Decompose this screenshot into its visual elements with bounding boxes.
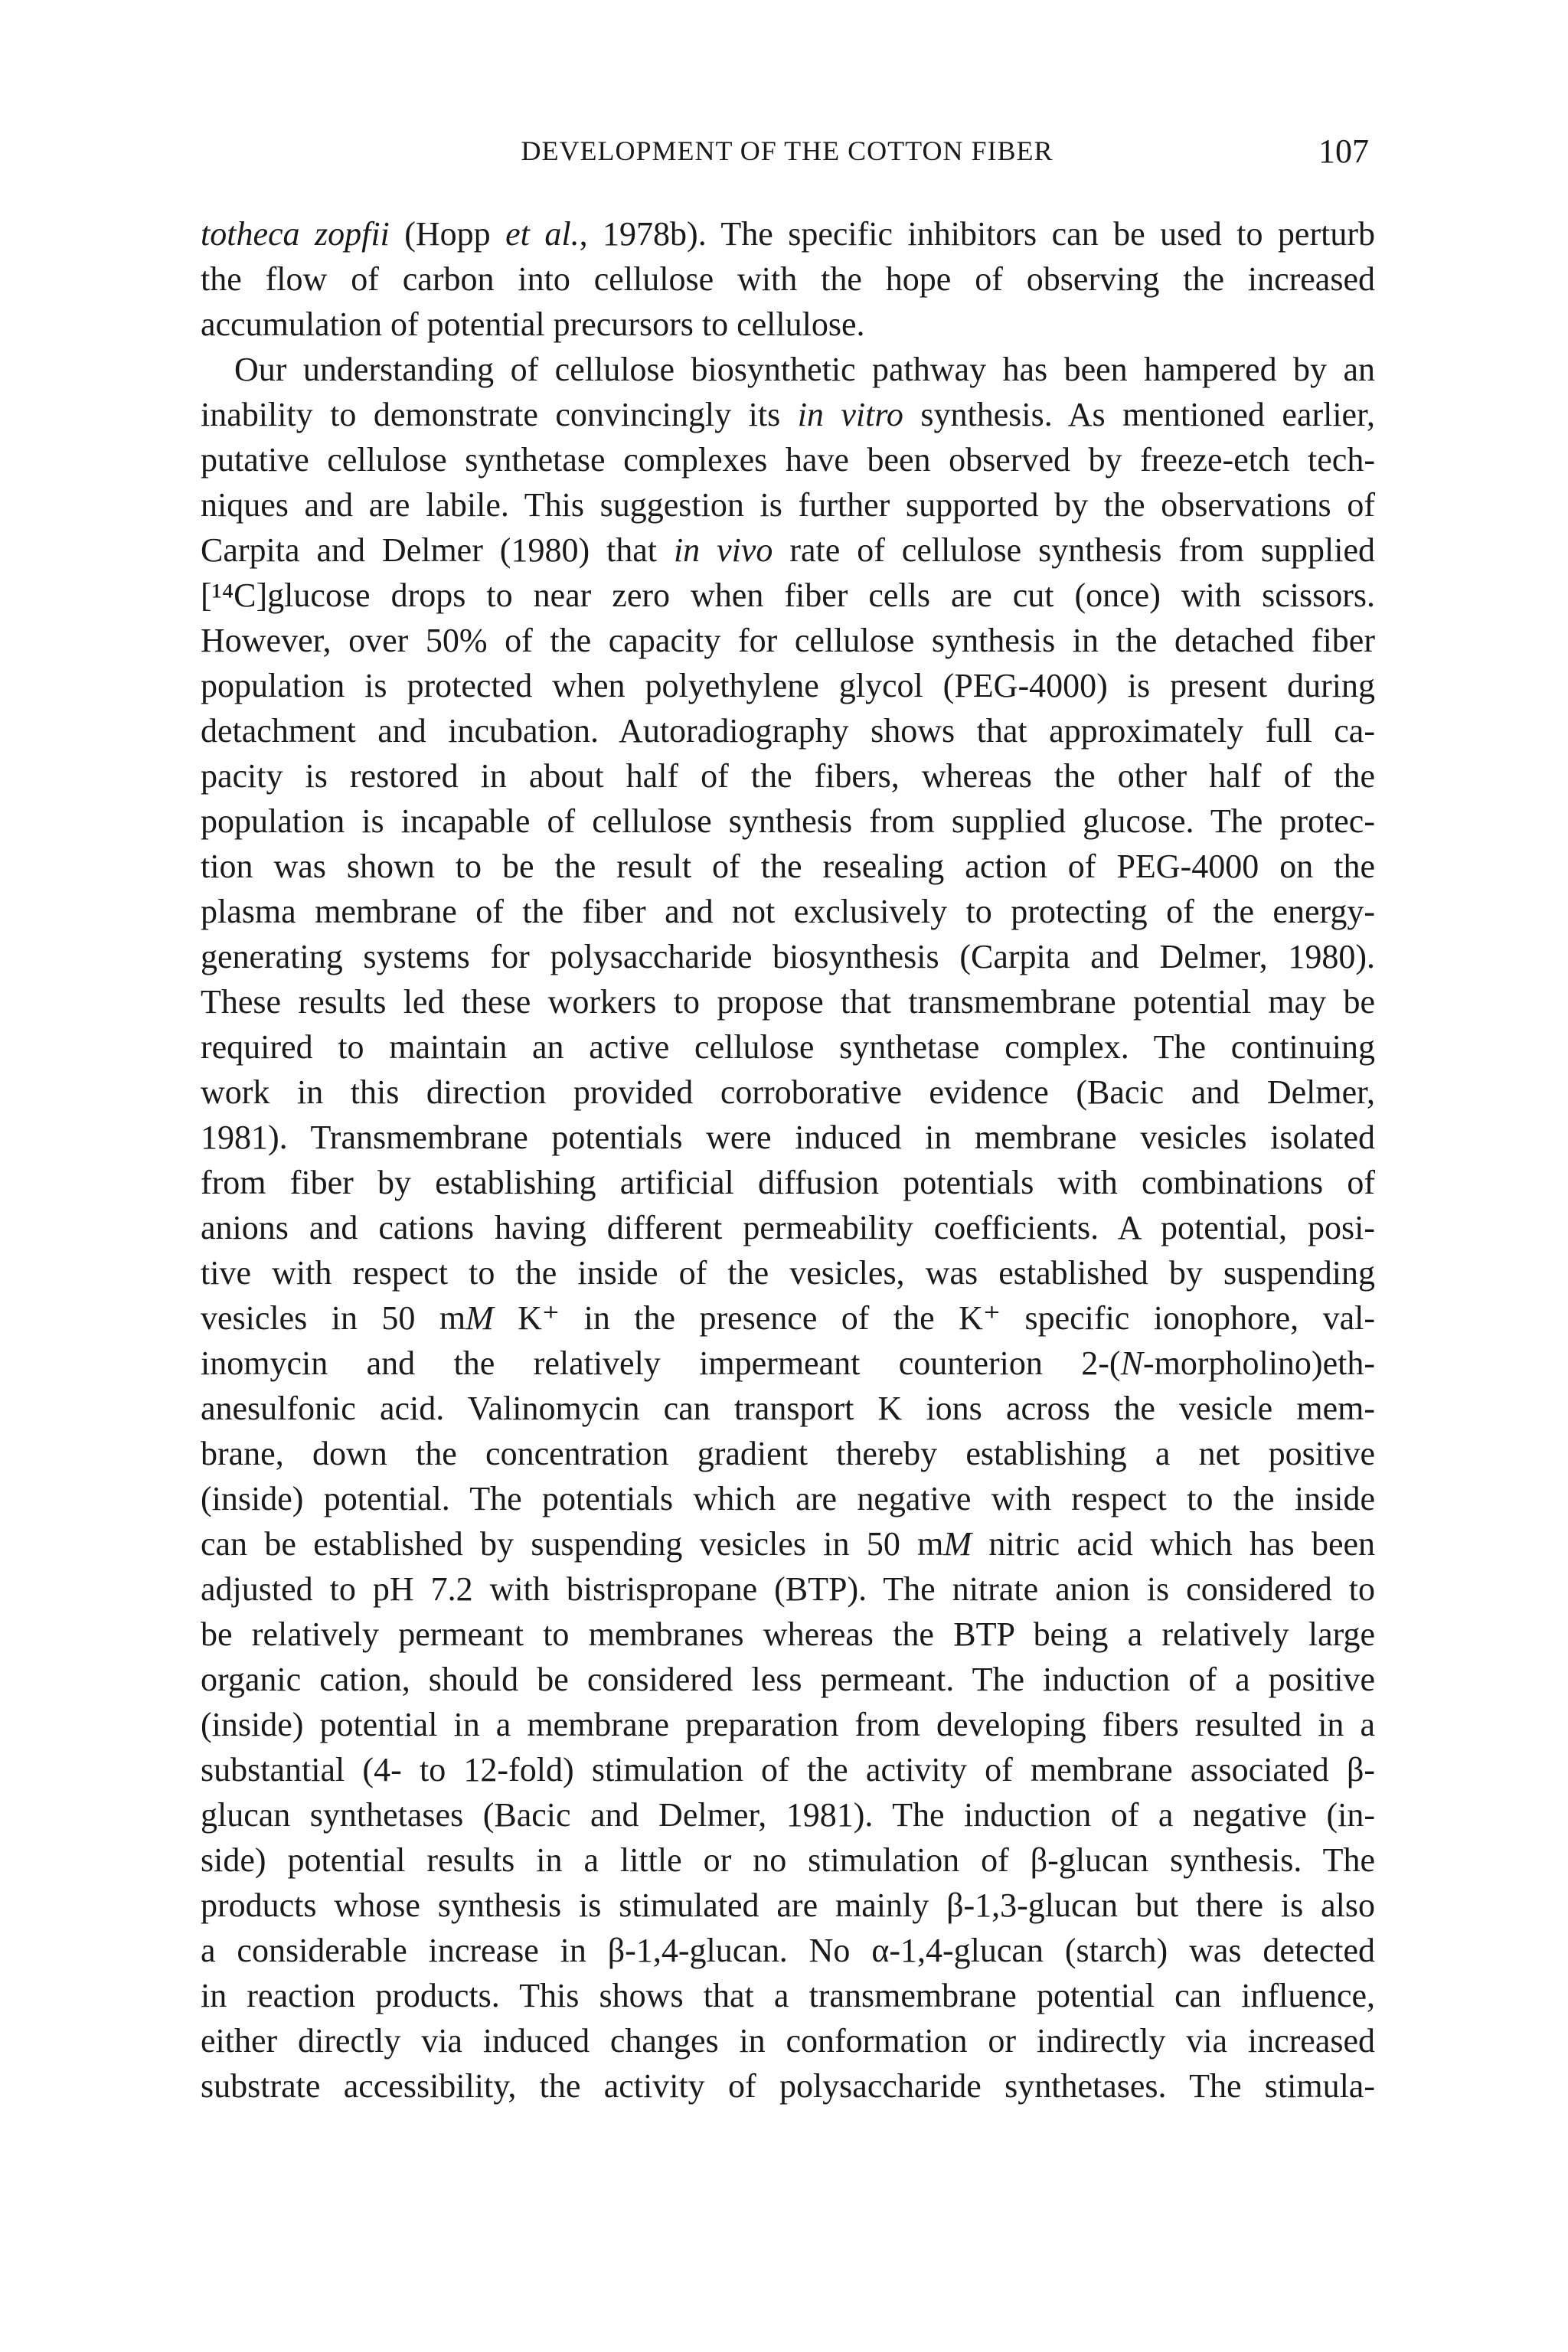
text-line bbox=[201, 2063, 1375, 2109]
text-line bbox=[201, 708, 1375, 753]
text-segment: side) potential results in a little or no stimulation of β-glucan synthesis. The bbox=[201, 1841, 1375, 1879]
text-line bbox=[201, 1205, 1375, 1250]
text-line bbox=[201, 2018, 1375, 2063]
text-segment: inomycin and the relatively impermeant counterion 2-( bbox=[201, 1344, 1121, 1382]
text-line bbox=[201, 753, 1375, 799]
text-segment: substrate accessibility, the activity of polysaccharide synthetases. The stimula- bbox=[201, 2067, 1375, 2105]
text-segment: However, over 50% of the capacity for cellulose synthesis in the detached fiber bbox=[201, 622, 1375, 659]
text-segment: generating systems for polysaccharide biosynthesis (Carpita and Delmer, 1980). bbox=[201, 938, 1375, 975]
text-segment: products whose synthesis is stimulated are mainly β-1,3-glucan but there is also bbox=[201, 1886, 1375, 1924]
text-line bbox=[201, 256, 1375, 302]
text-segment: tion was shown to be the result of the resealing action of PEG-4000 on the bbox=[201, 848, 1375, 885]
text-segment: organic cation, should be considered less permeant. The induction of a positive bbox=[201, 1661, 1375, 1698]
text-line bbox=[201, 1341, 1375, 1386]
italic-text: M bbox=[466, 1299, 494, 1337]
text-line bbox=[201, 1566, 1375, 1612]
text-line bbox=[201, 302, 1375, 347]
text-segment: be relatively permeant to membranes whereas the BTP being a relatively large bbox=[201, 1615, 1375, 1653]
text-line bbox=[201, 934, 1375, 979]
text-segment: pacity is restored in about half of the fibers, whereas the other half of the bbox=[201, 757, 1375, 795]
running-title: DEVELOPMENT OF THE COTTON FIBER bbox=[521, 136, 1054, 166]
text-segment: 1981). Transmembrane potentials were induced in membrane vesicles isolated bbox=[201, 1119, 1375, 1156]
running-head bbox=[205, 132, 1369, 181]
text-line bbox=[201, 1431, 1375, 1476]
text-line bbox=[201, 1386, 1375, 1431]
text-line bbox=[201, 663, 1375, 708]
text-segment: from fiber by establishing artificial diffusion potentials with combinations of bbox=[201, 1164, 1375, 1201]
text-segment: in reaction products. This shows that a transmembrane potential can influence, bbox=[201, 1977, 1375, 2014]
text-segment: (Hopp bbox=[389, 215, 506, 253]
text-segment: These results led these workers to propose that transmembrane potential may be bbox=[201, 983, 1375, 1021]
italic-text: totheca zopfii bbox=[201, 215, 390, 253]
text-line bbox=[201, 482, 1375, 528]
text-line bbox=[201, 1883, 1375, 1928]
text-segment: either directly via induced changes in conformation or indirectly via increased bbox=[201, 2022, 1375, 2060]
text-segment: population is protected when polyethylene glycol (PEG-4000) is present during bbox=[201, 667, 1375, 704]
text-segment: population is incapable of cellulose synthesis from supplied glucose. The protec- bbox=[201, 802, 1375, 840]
text-segment: , 1978b). The specific inhibitors can be used to perturb bbox=[579, 215, 1375, 253]
text-segment: work in this direction provided corroborative evidence (Bacic and Delmer, bbox=[201, 1073, 1375, 1111]
text-line bbox=[201, 1521, 1375, 1566]
text-segment: [¹⁴C]glucose drops to near zero when fiber cells are cut (once) with scissors. bbox=[201, 577, 1375, 614]
text-segment: detachment and incubation. Autoradiography shows that approximately full ca- bbox=[201, 712, 1375, 750]
text-segment: the flow of carbon into cellulose with the hope of observing the increased bbox=[201, 260, 1375, 298]
page-number: 107 bbox=[1318, 132, 1369, 170]
italic-text: M bbox=[943, 1525, 972, 1563]
italic-text: N bbox=[1120, 1344, 1143, 1382]
text-segment: vesicles in 50 m bbox=[201, 1299, 466, 1337]
text-segment: nitric acid which has been bbox=[972, 1525, 1375, 1563]
text-segment: plasma membrane of the fiber and not exclusively to protecting of the energy- bbox=[201, 893, 1375, 930]
text-segment: tive with respect to the inside of the vesicles, was established by suspending bbox=[201, 1254, 1375, 1292]
text-line bbox=[201, 1792, 1375, 1838]
text-line bbox=[201, 347, 1375, 392]
text-segment: inability to demonstrate convincingly its bbox=[201, 396, 798, 433]
text-line bbox=[201, 1115, 1375, 1160]
text-line bbox=[201, 1838, 1375, 1883]
text-segment: glucan synthetases (Bacic and Delmer, 1981). The induction of a negative (in- bbox=[201, 1796, 1375, 1834]
text-line bbox=[201, 528, 1375, 573]
text-segment: can be established by suspending vesicles in 50 m bbox=[201, 1525, 944, 1563]
text-line bbox=[201, 1250, 1375, 1295]
text-segment: anesulfonic acid. Valinomycin can transport K ions across the vesicle mem- bbox=[201, 1390, 1375, 1427]
text-line bbox=[201, 1160, 1375, 1205]
text-line bbox=[201, 799, 1375, 844]
text-line bbox=[201, 1024, 1375, 1070]
text-line bbox=[201, 844, 1375, 889]
text-segment: K⁺ in the presence of the K⁺ specific ionophore, val- bbox=[493, 1299, 1376, 1337]
text-line bbox=[201, 618, 1375, 663]
text-segment: niques and are labile. This suggestion is further supported by the observations of bbox=[201, 486, 1375, 524]
italic-text: in vivo bbox=[673, 531, 773, 569]
text-segment: synthesis. As mentioned earlier, bbox=[903, 396, 1375, 433]
text-segment: (inside) potential. The potentials which are negative with respect to the inside bbox=[201, 1480, 1375, 1517]
text-line bbox=[201, 1928, 1375, 1973]
text-segment: accumulation of potential precursors to cellulose. bbox=[201, 305, 865, 343]
text-line bbox=[201, 437, 1375, 482]
text-segment: required to maintain an active cellulose synthetase complex. The continuing bbox=[201, 1028, 1375, 1066]
text-segment: Our understanding of cellulose biosynthetic pathway has been hampered by an bbox=[234, 351, 1375, 388]
text-segment: rate of cellulose synthesis from supplied bbox=[773, 531, 1375, 569]
text-line bbox=[201, 889, 1375, 934]
text-segment: (inside) potential in a membrane preparation from developing fibers resulted in a bbox=[201, 1706, 1375, 1743]
text-line bbox=[201, 392, 1375, 437]
body-text bbox=[201, 211, 1375, 2109]
text-segment: adjusted to pH 7.2 with bistrispropane (BTP). The nitrate anion is considered to bbox=[201, 1570, 1375, 1608]
text-line bbox=[201, 1657, 1375, 1702]
italic-text: in vitro bbox=[797, 396, 903, 433]
text-segment: a considerable increase in β-1,4-glucan. No α-1,4-glucan (starch) was detected bbox=[201, 1932, 1375, 1969]
text-line bbox=[201, 979, 1375, 1024]
text-line bbox=[201, 1702, 1375, 1747]
italic-text: et al. bbox=[505, 215, 580, 253]
text-segment: anions and cations having different permeability coefficients. A potential, posi- bbox=[201, 1209, 1375, 1246]
text-line bbox=[201, 1476, 1375, 1521]
text-line bbox=[201, 211, 1375, 256]
text-line bbox=[201, 1747, 1375, 1792]
text-segment: brane, down the concentration gradient thereby establishing a net positive bbox=[201, 1435, 1375, 1472]
text-segment: -morpholino)eth- bbox=[1142, 1344, 1375, 1382]
text-segment: putative cellulose synthetase complexes have been observed by freeze-etch tech- bbox=[201, 441, 1375, 479]
text-line bbox=[201, 1295, 1375, 1341]
text-line bbox=[201, 573, 1375, 618]
text-line bbox=[201, 1612, 1375, 1657]
text-segment: Carpita and Delmer (1980) that bbox=[201, 531, 674, 569]
text-line bbox=[201, 1973, 1375, 2018]
text-segment: substantial (4- to 12-fold) stimulation of the activity of membrane associated β- bbox=[201, 1751, 1375, 1788]
text-line bbox=[201, 1070, 1375, 1115]
